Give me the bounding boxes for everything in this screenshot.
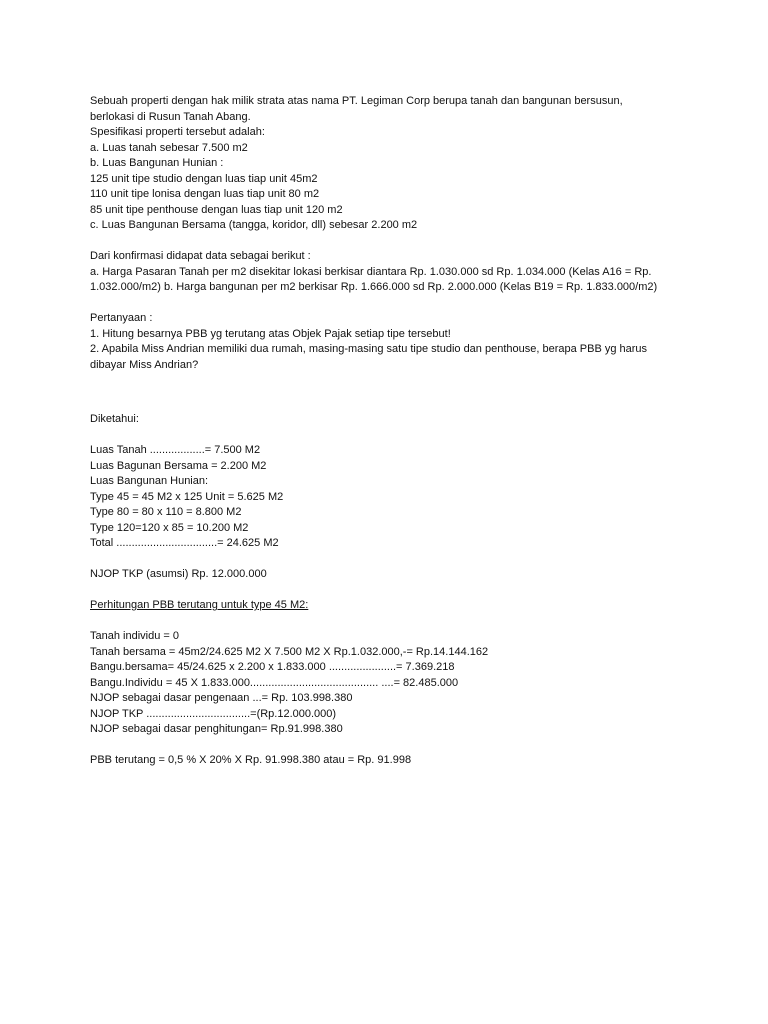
spacer (90, 373, 690, 412)
text-line: a. Luas tanah sebesar 7.500 m2 (90, 141, 248, 154)
text-line: NJOP sebagai dasar pengenaan ...= Rp. 103.998.380 (90, 692, 353, 704)
text-line: Bangu.bersama= 45/24.625 x 2.200 x 1.833.000 ......................= 7.369.218 (90, 661, 455, 673)
text-line: 125 unit tipe studio dengan luas tiap unit 45m2 (90, 172, 318, 185)
text-line: Total .................................= 24.625 M2 (90, 537, 279, 549)
text-line: dibayar Miss Andrian? (90, 358, 199, 371)
solution-heading: Diketahui: (90, 413, 139, 425)
text-line: NJOP TKP ..................................=(Rp.12.000.000) (90, 707, 337, 720)
text-line: 1. Hitung besarnya PBB yg terutang atas Objek Pajak setiap tipe tersebut! (90, 327, 451, 340)
spacer (90, 296, 690, 312)
text-line: Dari konfirmasi didapat data sebagai berikut : (90, 250, 311, 262)
spacer (90, 552, 690, 568)
problem-questions (90, 311, 690, 373)
spacer (90, 234, 690, 250)
calculation-heading: Perhitungan PBB terutang untuk type 45 M2: (90, 599, 309, 611)
text-line: Luas Bangunan Hunian: (90, 475, 209, 487)
questions-heading: Pertanyaan : (90, 312, 153, 324)
known-values (90, 443, 690, 552)
text-line: 85 unit tipe penthouse dengan luas tiap unit 120 m2 (90, 203, 343, 216)
problem-confirmation (90, 249, 690, 296)
result-line: PBB terutang = 0,5 % X 20% X Rp. 91.998.380 atau = Rp. 91.998 (90, 754, 412, 766)
text-line: Sebuah properti dengan hak milik strata atas nama PT. Legiman Corp berupa tanah dan bangunan bersusun, (90, 95, 623, 107)
text-line: Type 120=120 x 85 = 10.200 M2 (90, 521, 249, 534)
text-line: b. Luas Bangunan Hunian : (90, 157, 224, 169)
text-line: berlokasi di Rusun Tanah Abang. (90, 110, 251, 123)
text-line: Type 80 = 80 x 110 = 8.800 M2 (90, 506, 242, 518)
text-line: Luas Tanah ..................= 7.500 M2 (90, 444, 261, 456)
problem-intro (90, 94, 690, 234)
spacer (90, 583, 690, 599)
text-line: Tanah individu = 0 (90, 630, 179, 642)
text-line: a. Harga Pasaran Tanah per m2 disekitar lokasi berkisar diantara Rp. 1.030.000 sd Rp. 1.034.000 (Kelas A16 = Rp. (90, 265, 652, 278)
spacer (90, 738, 690, 754)
text-line: Bangu.Individu = 45 X 1.833.000.......................................... ....= 82.485.000 (90, 676, 459, 689)
text-line: 110 unit tipe lonisa dengan luas tiap unit 80 m2 (90, 188, 320, 200)
calculation-lines (90, 629, 690, 738)
text-line: Type 45 = 45 M2 x 125 Unit = 5.625 M2 (90, 490, 284, 503)
spacer (90, 428, 690, 444)
text-line: c. Luas Bangunan Bersama (tangga, koridor, dll) sebesar 2.200 m2 (90, 219, 418, 231)
text-line: 2. Apabila Miss Andrian memiliki dua rumah, masing-masing satu tipe studio dan penthouse, berapa PBB yg harus (90, 343, 648, 355)
spacer (90, 614, 690, 630)
text-line: Tanah bersama = 45m2/24.625 M2 X 7.500 M2 X Rp.1.032.000,-= Rp.14.144.162 (90, 645, 489, 658)
text-line: NJOP sebagai dasar penghitungan= Rp.91.998.380 (90, 723, 343, 735)
text-line: Spesifikasi properti tersebut adalah: (90, 126, 265, 138)
document-content (90, 94, 690, 769)
njoptkp-line: NJOP TKP (asumsi) Rp. 12.000.000 (90, 568, 267, 580)
text-line: 1.032.000/m2) b. Harga bangunan per m2 berkisar Rp. 1.666.000 sd Rp. 2.000.000 (Kelas B19 = Rp. 1.833.000/m2) (90, 281, 658, 293)
text-line: Luas Bagunan Bersama = 2.200 M2 (90, 459, 267, 472)
